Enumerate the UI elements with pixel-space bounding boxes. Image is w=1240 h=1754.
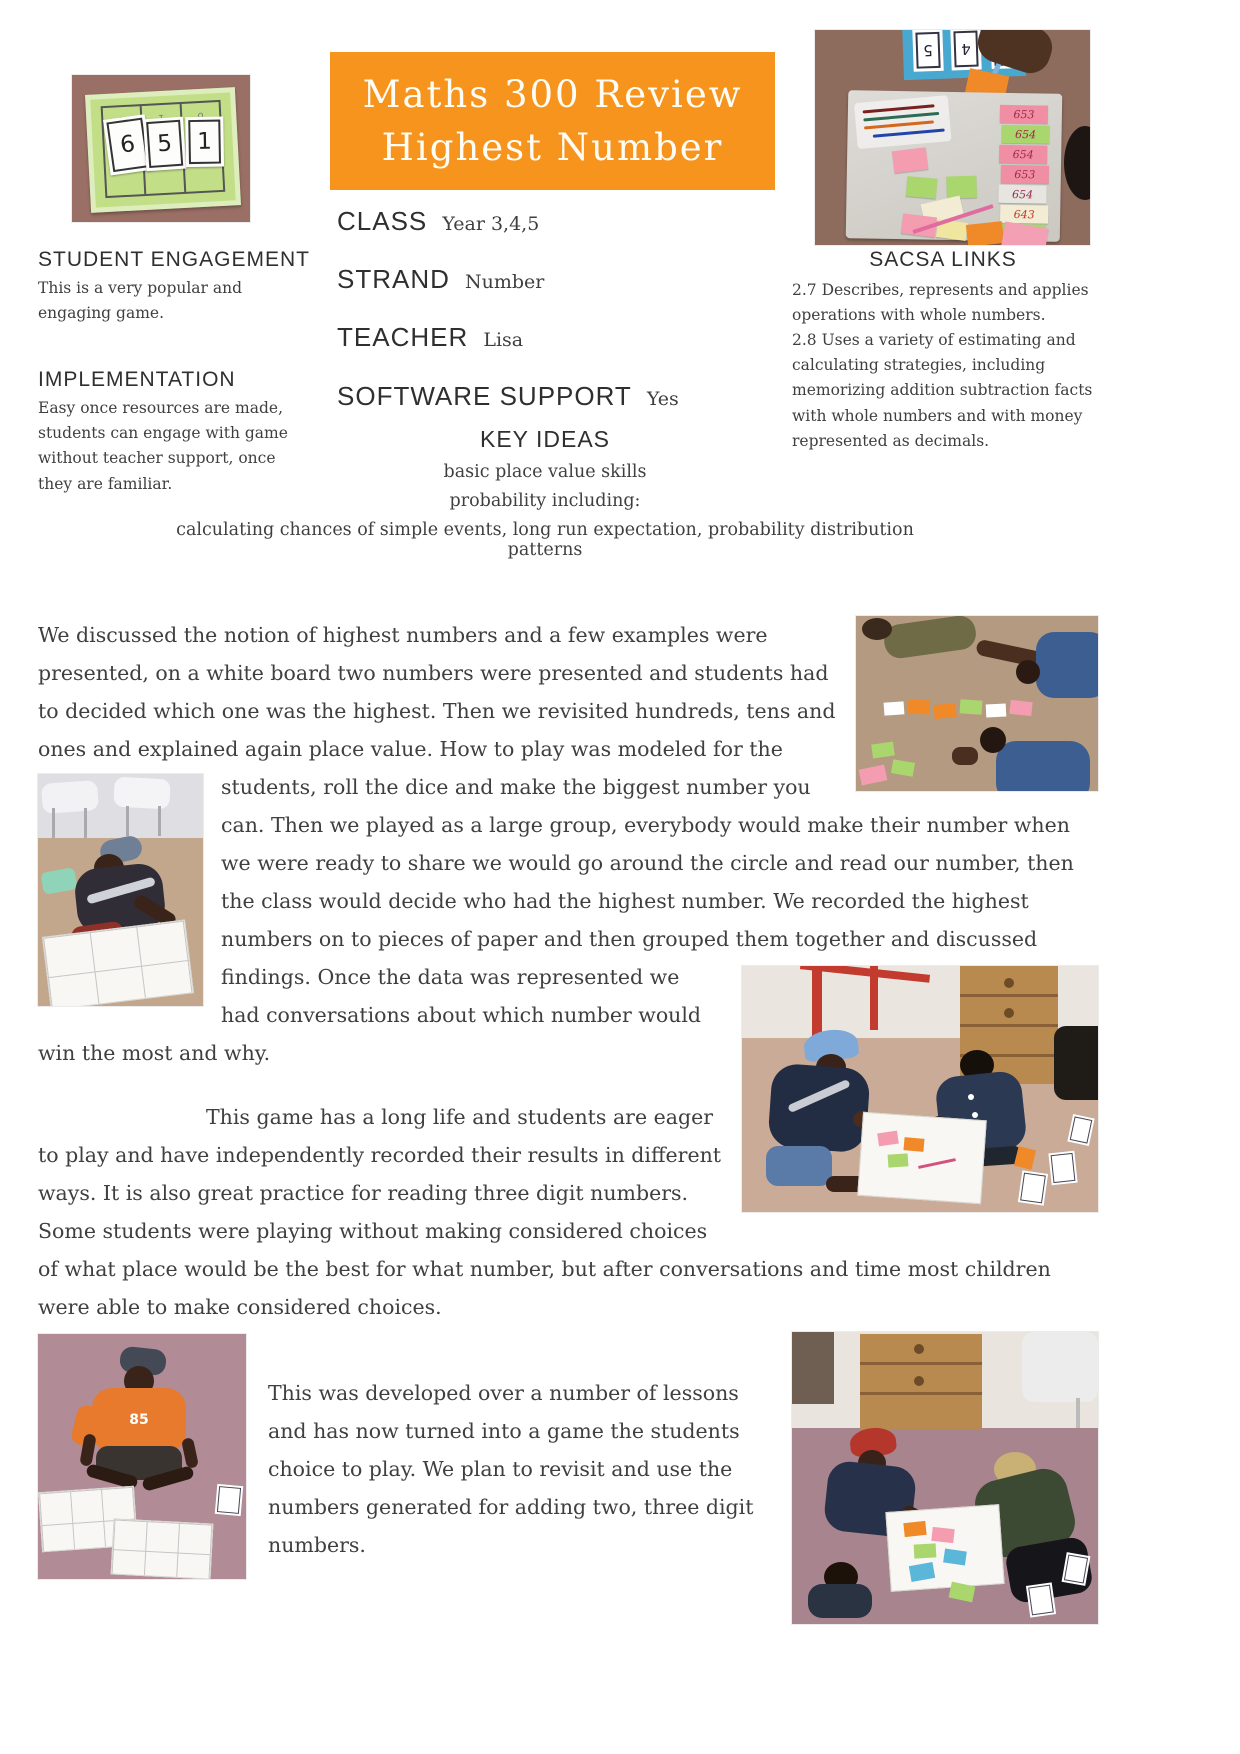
shirt-button	[972, 1112, 978, 1118]
key-ideas-line3: calculating chances of simple events, long run expectation, probability distribution patterns	[176, 520, 914, 560]
drawer-knob	[1004, 1008, 1014, 1018]
number-card	[1009, 700, 1032, 716]
photo-two-students	[742, 966, 1098, 1212]
number-card	[914, 1543, 937, 1558]
child-hand	[952, 747, 978, 765]
number-card	[903, 1521, 926, 1537]
drawer-line	[860, 1362, 982, 1365]
number-card	[1026, 1582, 1056, 1617]
sticky-note	[946, 176, 977, 199]
body-text	[38, 616, 1098, 1624]
number-card	[891, 759, 915, 777]
plastic-chair	[113, 777, 170, 810]
software-support-label: SOFTWARE SUPPORT	[337, 381, 632, 411]
key-ideas-line2: probability including:	[449, 491, 641, 511]
number-card	[960, 699, 983, 715]
sacsa-item-2-7: 2.7 Describes, represents and applies operations with whole numbers.	[792, 281, 1089, 325]
chair-leg	[1076, 1398, 1080, 1428]
photo-child-writing	[38, 774, 203, 1006]
place-value-field	[101, 100, 226, 198]
number-card	[1048, 1151, 1077, 1186]
number-card	[903, 1137, 924, 1152]
child-arm	[181, 1437, 199, 1469]
meta-class	[337, 206, 539, 237]
patterned-shorts	[766, 1146, 832, 1186]
sacsa-links	[792, 248, 1094, 454]
photo-child-orange-shirt	[38, 1334, 246, 1579]
number-card	[884, 701, 905, 715]
card-digit: 5	[146, 120, 183, 168]
number-card	[185, 117, 224, 168]
key-ideas	[140, 426, 950, 560]
orange-card	[1014, 1146, 1036, 1170]
meta-software-support	[337, 381, 679, 412]
teacher-label: TEACHER	[337, 322, 469, 352]
sticky-note	[892, 147, 928, 173]
number-card	[908, 699, 931, 714]
number-card	[912, 30, 943, 72]
marker-blue	[873, 128, 945, 137]
photo-place-value-cards	[72, 75, 250, 222]
sticky-note-643: 643	[1000, 205, 1048, 224]
number-card	[143, 117, 187, 172]
key-ideas-heading: KEY IDEAS	[479, 426, 611, 452]
chair-leg	[52, 808, 55, 838]
number-card	[950, 30, 981, 70]
number-card	[1062, 1552, 1091, 1586]
student-engagement-text: This is a very popular and engaging game.	[38, 279, 243, 323]
number-card	[933, 703, 956, 719]
drawer-line	[960, 1024, 1058, 1027]
paragraph-1-part3: Once the data was represented we had conversations about which number would win the most and why.	[38, 965, 702, 1065]
chair-leg	[158, 806, 161, 836]
plastic-chair	[1022, 1332, 1098, 1402]
photo-whiteboard-notes	[815, 30, 1090, 245]
sticky-note-654: 654	[1001, 125, 1049, 144]
red-chair-leg	[812, 966, 822, 1038]
drawer-knob	[914, 1344, 924, 1354]
card-digit: 4	[953, 31, 978, 68]
child-head	[1016, 660, 1040, 684]
teacher-value: Lisa	[483, 329, 524, 351]
green-cloth	[40, 867, 77, 895]
sticky-note-653: 653	[1000, 105, 1048, 124]
number-card	[1018, 1170, 1048, 1205]
marker-pouch	[854, 95, 952, 149]
drawer-line	[960, 994, 1058, 997]
number-card	[215, 1484, 244, 1516]
implementation-text: Easy once resources are made, students can engage with game without teacher support, once they are familiar.	[38, 399, 288, 493]
shadow-corner	[792, 1332, 834, 1404]
plastic-chair	[41, 780, 99, 814]
paragraph-2: This game has a long life and students are eager to play and have independently recorded their results in different ways. It is also great practice for reading three digit numbers. Some students were playing without making considered choices of what place would be the best for what number, but after conversations and time most children were able to make considered choices.	[38, 1105, 1051, 1319]
sticky-note-653: 653	[1001, 165, 1049, 184]
sticky-note	[966, 221, 1004, 245]
child-head	[980, 727, 1006, 753]
mini-whiteboard	[111, 1518, 214, 1579]
child-shoulders	[808, 1584, 872, 1618]
paragraph-1-part2: number you can. Then we played as a large group, everybody would make their number when we were ready to share we would go around the circle and read our number, then the class would decide who had the highest number. We recorded the highest numbers on to pieces of paper and then grouped them together and discussed findings.	[221, 775, 1074, 989]
drawer-line	[860, 1392, 982, 1395]
marker-red	[863, 104, 935, 113]
sacsa-heading: SACSA LINKS	[869, 248, 1017, 271]
sticky-note-654: 654	[998, 185, 1046, 204]
school-bag	[1054, 1026, 1098, 1100]
column-hundreds	[103, 106, 147, 196]
implementation-heading: IMPLEMENTATION	[38, 368, 236, 392]
mini-whiteboard	[42, 920, 194, 1006]
child-blue-shirt	[1036, 632, 1098, 698]
child-legs	[882, 616, 978, 660]
photo-group-floor	[856, 616, 1098, 791]
card-digit: 1	[188, 120, 221, 165]
whiteboard	[857, 1112, 987, 1204]
orange-shirt: 85	[92, 1388, 186, 1452]
paragraph-3: This was developed over a number of lessons and has now turned into a game the students choice to play. We plan to revisit and use the numbers generated for adding two, three digit numbers.	[268, 1381, 754, 1557]
number-card	[871, 742, 895, 759]
sticky-note-654: 654	[999, 145, 1047, 164]
marker-orange	[864, 120, 934, 129]
column-ones	[181, 102, 223, 192]
sacsa-item-2-8: 2.8 Uses a variety of estimating and calculating strategies, including memorizing addition subtraction facts with whole numbers and with money represented as decimals.	[792, 331, 1093, 450]
shirt-button	[968, 1094, 974, 1100]
drawer-knob	[1004, 978, 1014, 988]
column-tens	[142, 104, 186, 194]
number-card	[888, 1153, 909, 1167]
paragraph-1-part1: We discussed the notion of highest numbers and a few examples were presented, on a white board two numbers were presented and students had to decided which one was the highest. Then we revisited hundreds, tens and ones and explained again place value. How to play was modeled for the students, roll the dice and make the biggest	[38, 623, 836, 799]
child-body	[767, 1063, 871, 1154]
title-banner	[330, 52, 775, 190]
page-title-line1: Maths 300 Review	[362, 73, 743, 116]
dark-object	[1064, 126, 1090, 200]
child-foot	[862, 618, 892, 640]
number-card	[1067, 1114, 1094, 1146]
student-engagement-heading: STUDENT ENGAGEMENT	[38, 248, 310, 271]
meta-teacher	[337, 322, 523, 353]
drawer-knob	[914, 1376, 924, 1386]
number-card	[859, 764, 888, 785]
chair-leg	[126, 806, 129, 836]
number-card	[877, 1131, 899, 1147]
child-blue-shirt	[996, 741, 1090, 791]
number-card	[986, 703, 1007, 717]
number-card	[931, 1527, 954, 1543]
place-value-board	[85, 87, 241, 213]
number-card	[943, 1549, 967, 1566]
key-ideas-line1: basic place value skills	[443, 462, 647, 482]
page-title-line2: Highest Number	[381, 126, 724, 169]
card-digit: 6	[106, 118, 149, 173]
photo-group-bottom	[792, 1332, 1098, 1624]
software-support-value: Yes	[646, 388, 679, 410]
card-digit: 5	[915, 32, 940, 69]
strand-value: Number	[465, 271, 545, 293]
sticky-note	[906, 176, 938, 199]
strand-label: STRAND	[337, 264, 450, 294]
chair-leg	[84, 808, 87, 838]
class-value: Year 3,4,5	[442, 213, 540, 235]
class-label: CLASS	[337, 206, 428, 236]
meta-strand	[337, 264, 544, 295]
